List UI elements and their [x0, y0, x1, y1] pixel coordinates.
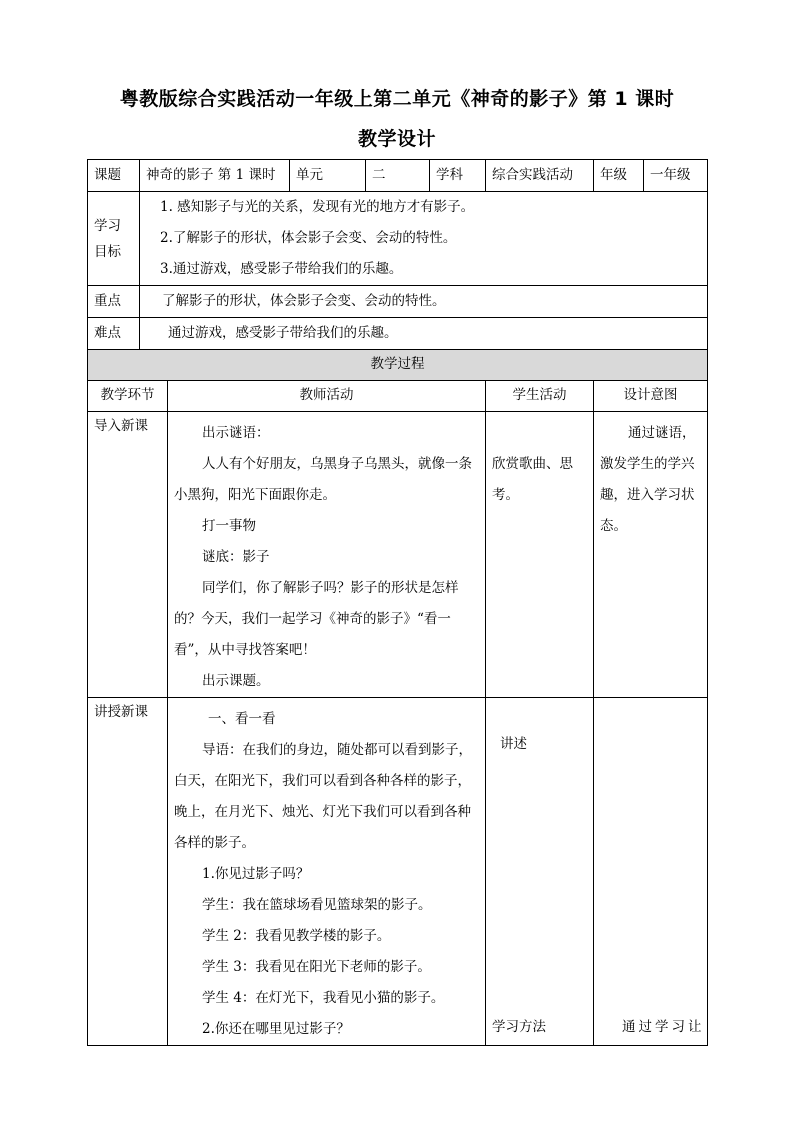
teacher-intro-line-4: 谜底：影子: [202, 549, 270, 565]
intent-intro-text: 通过谜语，激发学生的学兴趣，进入学习状态。: [600, 425, 696, 534]
teacher-intro-line-1: 出示谜语：: [202, 425, 270, 441]
teacher-lesson-line-5: 学生 2：我看见教学楼的影子。: [202, 928, 391, 944]
goals-row: [88, 192, 708, 286]
goal-item-3: 3.通过游戏，感受影子带给我们的乐趣。: [160, 261, 403, 277]
unit-label: 单元: [290, 160, 366, 192]
stage-new-lesson: 讲授新课: [88, 698, 168, 1046]
section-new-lesson-row: [88, 698, 708, 1046]
key-point-value: 了解影子的形状，体会影子会变、会动的特性。: [140, 286, 708, 318]
student-intro: [486, 412, 594, 698]
teacher-lesson-line-3: 1.你见过影子吗？: [202, 866, 310, 882]
column-header-row: [88, 381, 708, 412]
topic-value: 神奇的影子 第 1 课时: [140, 160, 290, 192]
teacher-lesson-line-7: 学生 4：在灯光下，我看见小猫的影子。: [202, 990, 445, 1006]
stage-intro: 导入新课: [88, 412, 168, 698]
goals-label: [88, 192, 140, 286]
info-row: [88, 160, 708, 192]
subject-value: 综合实践活动: [486, 160, 594, 192]
student-intro-text: 欣赏歌曲、思考。: [492, 456, 573, 503]
teacher-intro-line-5: 同学们，你了解影子吗？影子的形状是怎样的？今天，我们一起学习《神奇的影子》“看一看”，从中寻找答案吧！: [174, 580, 459, 658]
goals-label-text: 学习目标: [94, 217, 121, 260]
teacher-lesson-line-2: 导语：在我们的身边，随处都可以看到影子，白天，在阳光下，我们可以看到各种各样的影子，晚上，在月光下、烛光、灯光下我们可以看到各种各样的影子。: [174, 742, 472, 851]
grade-label: 年级: [594, 160, 644, 192]
lesson-plan-table: [87, 159, 708, 1046]
difficulty-label: 难点: [88, 318, 140, 350]
intent-lesson-text: 通过学习让: [622, 1019, 705, 1035]
goal-item-1: 1. 感知影子与光的关系，发现有光的地方才有影子。: [160, 199, 475, 215]
grade-value: 一年级: [644, 160, 708, 192]
key-point-label: 重点: [88, 286, 140, 318]
intent-intro: [594, 412, 708, 698]
process-header-row: [88, 350, 708, 381]
document-title: 粤教版综合实践活动一年级上第二单元《神奇的影子》第 1 课时: [119, 88, 675, 110]
col-stage: 教学环节: [88, 381, 168, 412]
teacher-lesson-line-6: 学生 3：我看见在阳光下老师的影子。: [202, 959, 431, 975]
intent-new-lesson: [594, 698, 708, 1046]
teacher-intro: [168, 412, 486, 698]
section-intro-row: [88, 412, 708, 698]
col-intent: 设计意图: [594, 381, 708, 412]
teacher-lesson-line-8: 2.你还在哪里见过影子？: [202, 1021, 350, 1037]
teacher-lesson-line-1: 一、看一看: [208, 711, 276, 727]
topic-label: 课题: [88, 160, 140, 192]
teacher-intro-line-2: 人人有个好朋友，乌黑身子乌黑头，就像一条小黑狗，阳光下面跟你走。: [174, 456, 472, 503]
student-new-lesson: [486, 698, 594, 1046]
teacher-new-lesson: [168, 698, 486, 1046]
student-lesson-line-1: 讲述: [500, 736, 527, 752]
subject-label: 学科: [430, 160, 486, 192]
difficulty-row: [88, 318, 708, 350]
process-header: 教学过程: [88, 350, 708, 381]
col-student: 学生活动: [486, 381, 594, 412]
document-subtitle: 教学设计: [357, 128, 436, 150]
student-lesson-line-2: 学习方法: [492, 1019, 546, 1035]
goals-content: [140, 192, 708, 286]
teacher-intro-line-6: 出示课题。: [202, 673, 270, 689]
teacher-lesson-line-4: 学生：我在篮球场看见篮球架的影子。: [202, 897, 432, 913]
difficulty-value: 通过游戏，感受影子带给我们的乐趣。: [140, 318, 708, 350]
teacher-intro-line-3: 打一事物: [202, 518, 256, 534]
col-teacher: 教师活动: [168, 381, 486, 412]
unit-value: 二: [366, 160, 430, 192]
key-point-row: [88, 286, 708, 318]
goal-item-2: 2.了解影子的形状，体会影子会变、会动的特性。: [160, 230, 457, 246]
